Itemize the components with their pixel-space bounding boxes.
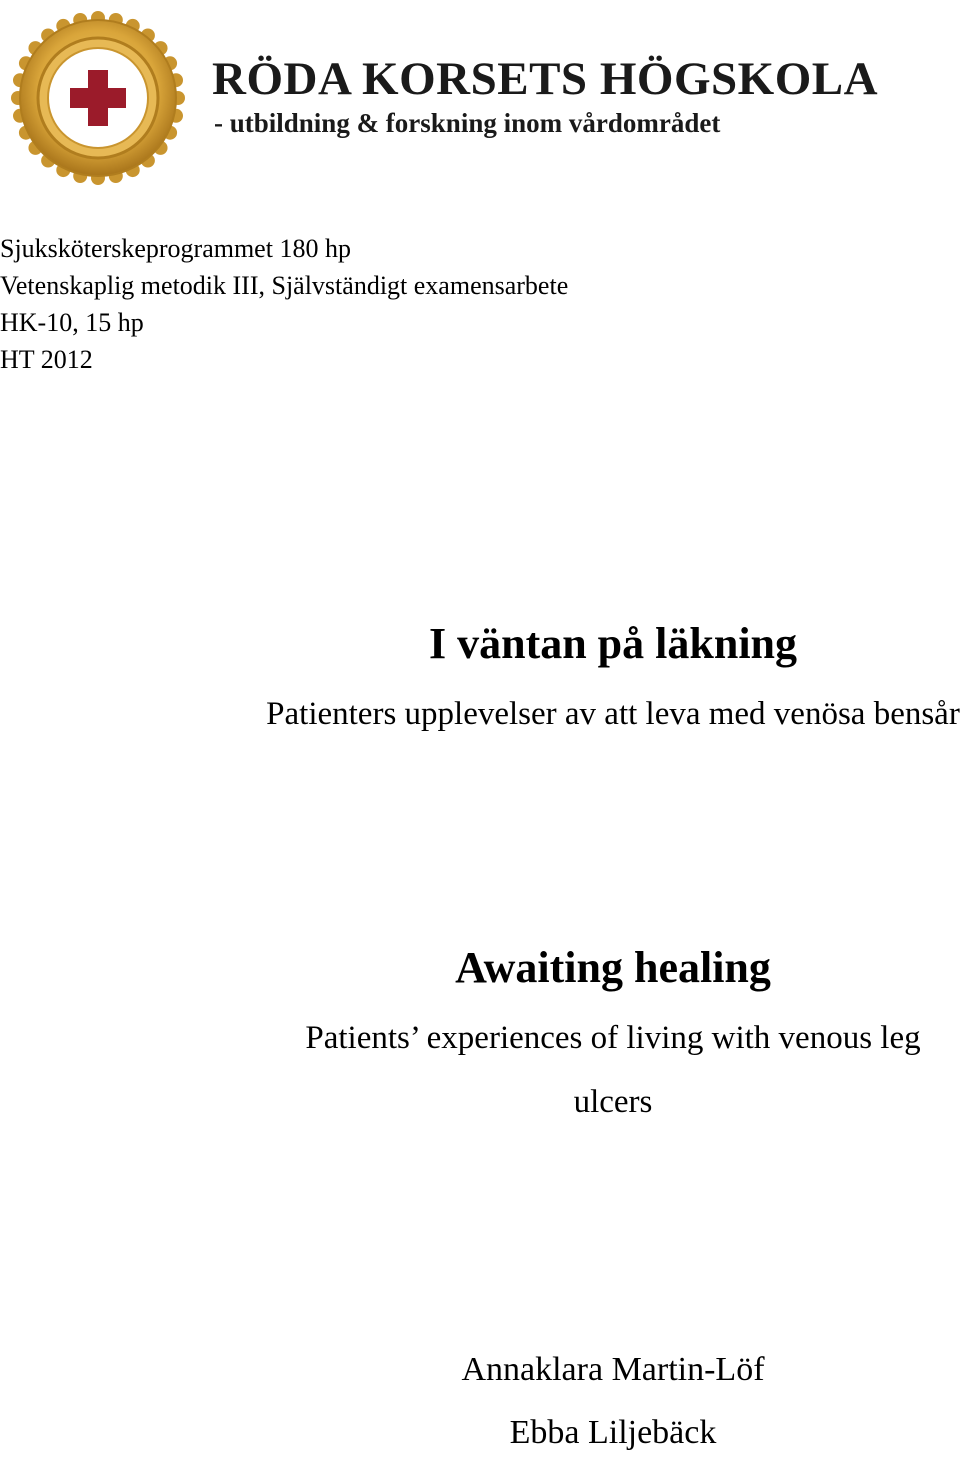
term-line: HT 2012	[0, 345, 93, 374]
english-title: Awaiting healing	[455, 943, 771, 992]
authors	[266, 1338, 960, 1464]
english-subtitle: Patients’ experiences of living with venous leg ulcers	[305, 1020, 921, 1120]
course-info	[0, 230, 568, 378]
institution-tagline: - utbildning & forskning inom vårdområdet	[214, 108, 721, 138]
course-code-line: HK-10, 15 hp	[0, 308, 144, 337]
author-name: Ebba Liljebäck	[509, 1414, 717, 1451]
program-line: Sjuksköterskeprogrammet 180 hp	[0, 234, 351, 263]
swedish-title-block	[266, 614, 960, 746]
author-name: Annaklara Martin-Löf	[461, 1351, 765, 1388]
institution-name: RÖDA KORSETS HÖGSKOLA	[212, 53, 879, 105]
swedish-subtitle: Patienters upplevelser av att leva med venösa bensår	[266, 696, 960, 732]
page-header	[0, 0, 960, 200]
red-cross-seal-icon	[8, 8, 188, 188]
course-line: Vetenskaplig metodik III, Självständigt examensarbete	[0, 271, 569, 300]
english-title-block	[266, 938, 960, 1134]
swedish-title: I väntan på läkning	[428, 619, 798, 668]
